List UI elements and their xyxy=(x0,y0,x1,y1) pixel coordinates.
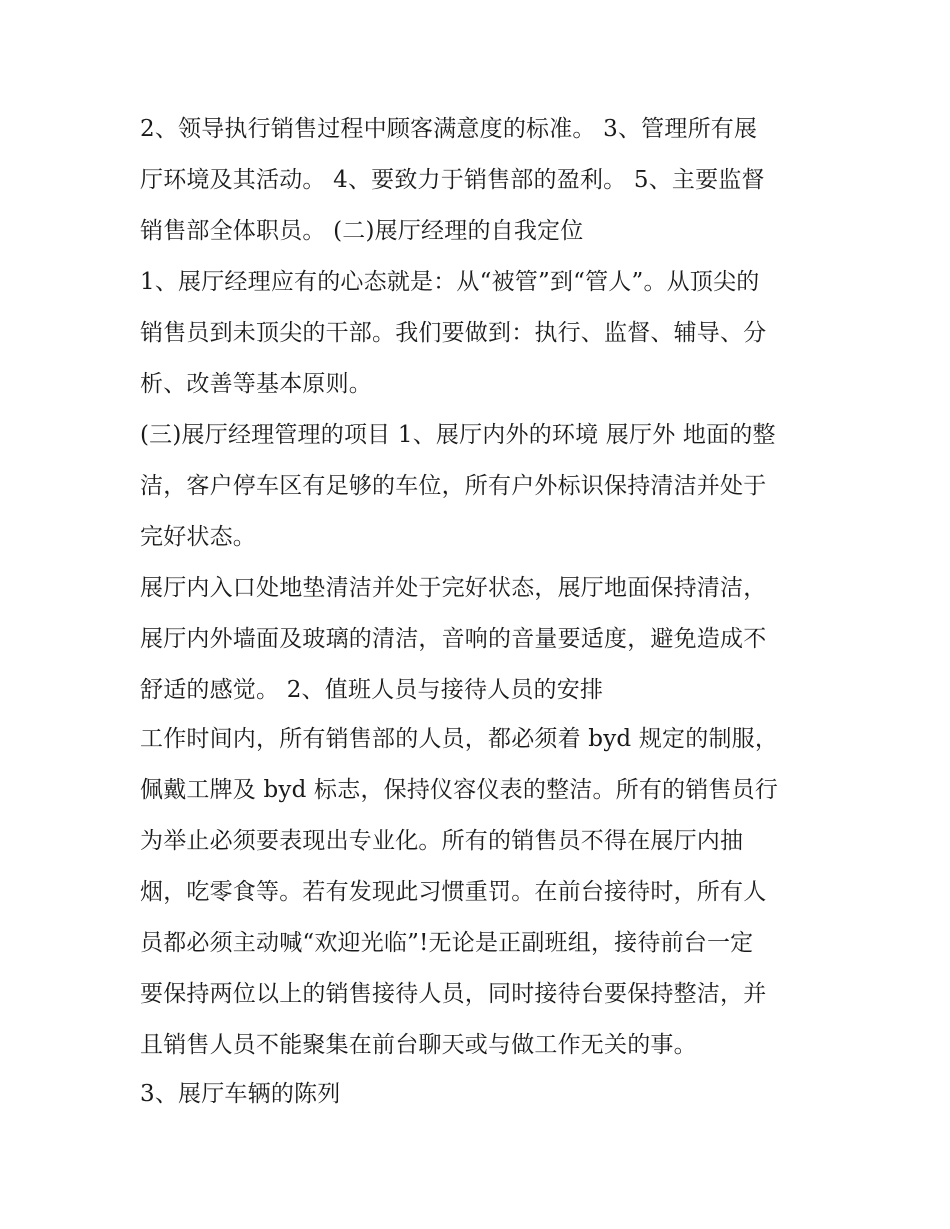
text-line: 厅环境及其活动。 4、要致力于销售部的盈利。 5、主要监督 xyxy=(140,167,765,193)
text-line: 员都必须主动喊“欢迎光临”!无论是正副班组，接待前台一定 xyxy=(140,930,754,956)
text-line: 3、展厅车辆的陈列 xyxy=(140,1081,341,1107)
text-line: 完好状态。 xyxy=(140,524,256,550)
paragraph-staff-rules xyxy=(140,714,820,1071)
text-line: 展厅内外墙面及玻璃的清洁，音响的音量要适度，避免造成不 xyxy=(140,626,767,652)
text-line: 销售员到未顶尖的干部。我们要做到：执行、监督、辅导、分 xyxy=(140,320,767,346)
text-line: 洁，客户停车区有足够的车位，所有户外标识保持清洁并处于 xyxy=(140,473,767,499)
paragraph-management-items xyxy=(140,410,820,563)
paragraph-duties xyxy=(140,104,820,257)
text-line: 销售部全体职员。 (二)展厅经理的自我定位 xyxy=(140,218,584,244)
text-line: (三)展厅经理管理的项目 1、展厅内外的环境 展厅外 地面的整 xyxy=(140,422,776,448)
text-line: 析、改善等基本原则。 xyxy=(140,371,372,397)
text-line: 展厅内入口处地垫清洁并处于完好状态，展厅地面保持清洁， xyxy=(140,575,767,601)
text-line: 为举止必须要表现出专业化。所有的销售员不得在展厅内抽 xyxy=(140,828,744,854)
text-line: 舒适的感觉。 2、值班人员与接待人员的安排 xyxy=(140,677,604,703)
text-line: 工作时间内，所有销售部的人员，都必须着 byd 规定的制服， xyxy=(140,726,779,752)
paragraph-self-positioning xyxy=(140,257,820,410)
paragraph-showroom-interior xyxy=(140,563,820,716)
text-line: 2、领导执行销售过程中顾客满意度的标准。 3、管理所有展 xyxy=(140,116,758,142)
text-line: 且销售人员不能聚集在前台聊天或与做工作无关的事。 xyxy=(140,1032,697,1058)
text-line: 烟，吃零食等。若有发现此习惯重罚。在前台接待时，所有人 xyxy=(140,879,767,905)
section-heading-vehicle-display xyxy=(140,1069,820,1120)
text-line: 要保持两位以上的销售接待人员，同时接待台要保持整洁，并 xyxy=(140,981,767,1007)
text-line: 1、展厅经理应有的心态就是：从“被管”到“管人”。从顶尖的 xyxy=(140,269,760,295)
text-line: 佩戴工牌及 byd 标志，保持仪容仪表的整洁。所有的销售员行 xyxy=(140,777,779,803)
